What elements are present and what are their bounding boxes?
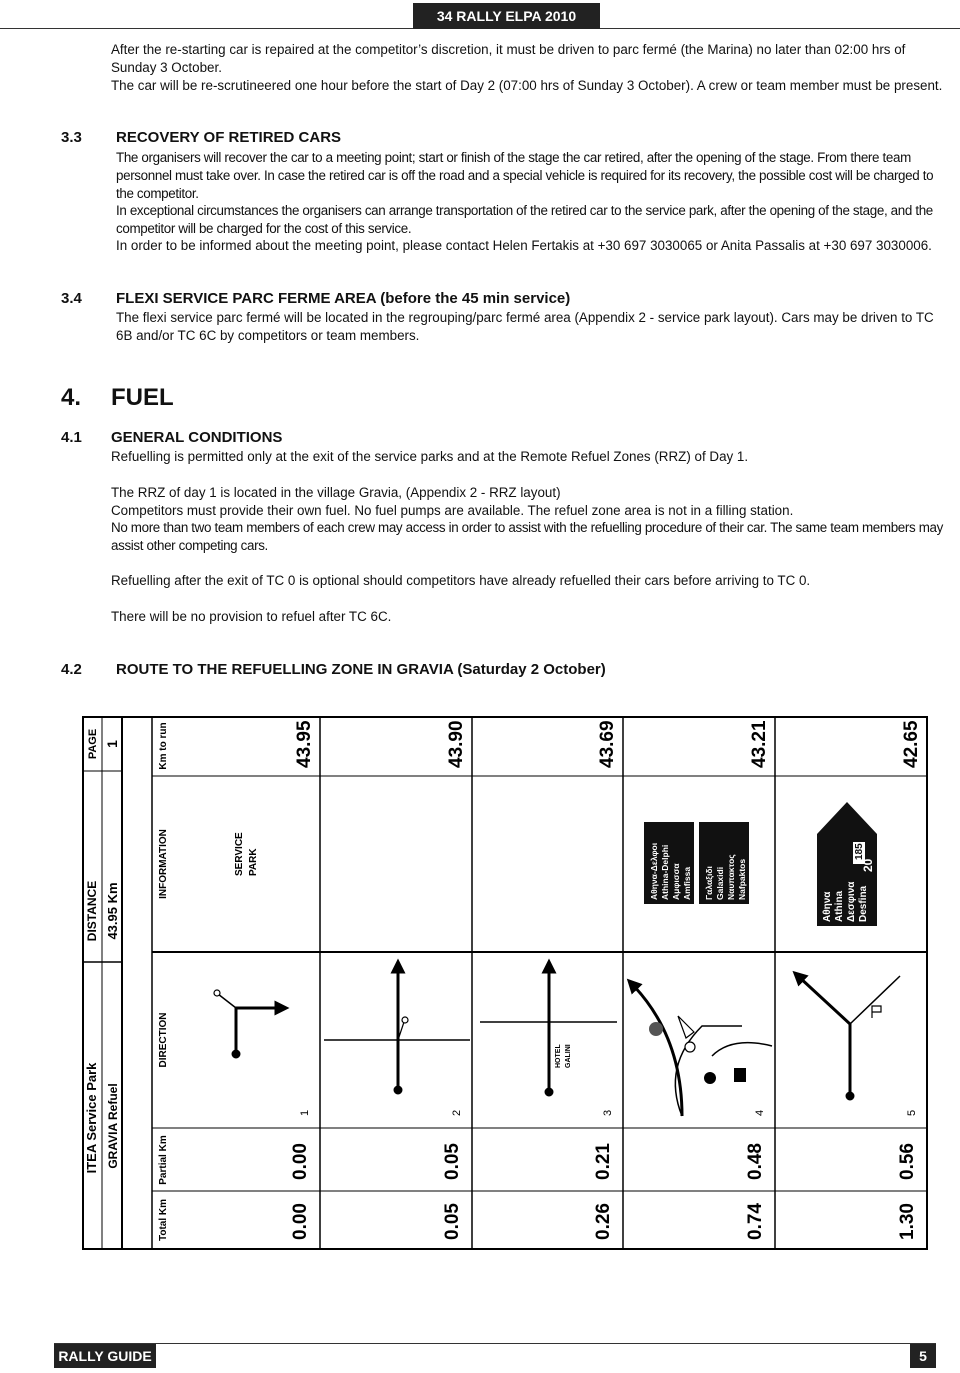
tulip-5 bbox=[798, 976, 900, 1100]
total-km-header: Total Km bbox=[158, 1198, 169, 1242]
sign-road-number: 185 bbox=[854, 843, 865, 860]
section-3-3-paragraph-3: In order to be informed about the meeting point, please contact Helen Fertakis at +30 697 3030065 or Anita Passalis at +30 697 3030006. bbox=[116, 238, 932, 253]
km-to-run-value: 43.69 bbox=[597, 720, 618, 768]
total-km-value: 1.30 bbox=[897, 1203, 918, 1240]
sign-text: Athina bbox=[834, 890, 845, 922]
sign-text: Galaxidi bbox=[715, 866, 725, 900]
row-number: 3 bbox=[602, 1109, 614, 1116]
sign-text: Ναυπακτος bbox=[726, 854, 736, 900]
sign-text: Γαλαξιδι bbox=[704, 866, 714, 900]
distance-value: 43.95 Km bbox=[105, 882, 120, 940]
page-value: 1 bbox=[104, 740, 120, 748]
section-4-1-paragraph-2b: Competitors must provide their own fuel. No fuel pumps are available. The refuel zone area is not in a filling station. bbox=[111, 503, 794, 518]
route-to: GRAVIA Refuel bbox=[106, 1083, 120, 1169]
km-to-run-value: 42.65 bbox=[901, 720, 922, 768]
section-title: FLEXI SERVICE PARC FERME AREA (before the 45 min service) bbox=[116, 290, 571, 307]
tulip-4 bbox=[632, 984, 772, 1116]
section-number: 4.2 bbox=[61, 661, 82, 678]
intro-paragraph-1: After the re-starting car is repaired at the competitor’s discretion, it must be driven to parc fermé (the Marina) no later than 02:00 hrs of Sunday 3 October. bbox=[111, 42, 906, 75]
row-number: 1 bbox=[299, 1109, 311, 1116]
km-to-run-value: 43.95 bbox=[294, 720, 315, 768]
roadbook-table bbox=[82, 716, 928, 1250]
row-number: 4 bbox=[754, 1109, 766, 1116]
section-4-1-paragraph-4: There will be no provision to refuel after TC 6C. bbox=[111, 609, 392, 624]
partial-km-value: 0.48 bbox=[745, 1143, 766, 1180]
total-km-value: 0.26 bbox=[593, 1203, 614, 1240]
direction-header: DIRECTION bbox=[158, 1012, 169, 1068]
partial-km-header: Partial Km bbox=[158, 1135, 169, 1185]
partial-km-value: 0.21 bbox=[593, 1143, 614, 1180]
hotel-text-1: HOTEL bbox=[555, 1044, 562, 1068]
total-km-value: 0.00 bbox=[290, 1203, 311, 1240]
header-title: 34 RALLY ELPA 2010 bbox=[413, 3, 600, 29]
section-3-4-paragraph-1: The flexi service parc fermé will be located in the regrouping/parc fermé area (Appendix 2 - service park layout). Cars may be driven to TC 6B and/or TC 6C by competitors or team members. bbox=[116, 310, 934, 343]
section-4-1-paragraph-3: Refuelling after the exit of TC 0 is optional should competitors have already refuelled their cars before arriving to TC 0. bbox=[111, 573, 811, 588]
section-4-1-paragraph-2a: The RRZ of day 1 is located in the village Gravia, (Appendix 2 - RRZ layout) bbox=[111, 485, 561, 500]
sign-text: Desfina bbox=[858, 885, 869, 922]
km-to-run-value: 43.90 bbox=[446, 720, 467, 768]
partial-km-value: 0.05 bbox=[442, 1143, 463, 1180]
section-title: GENERAL CONDITIONS bbox=[111, 429, 283, 446]
roadbook-frame bbox=[83, 717, 927, 1249]
partial-km-value: 0.00 bbox=[290, 1143, 311, 1180]
section-3-3-paragraph-1: The organisers will recover the car to a meeting point; start or finish of the stage the car retired, after the opening of the stage. From there team personnel must take over. In case the retired car is off the road and a special vehicle is required for its recovery, the possible cost will be charged to the competitor. bbox=[116, 150, 934, 201]
sign-text: Athina-Delphi bbox=[660, 844, 670, 900]
service-park-text-2: PARK bbox=[248, 848, 259, 876]
sign-text: Δεσφινα bbox=[846, 881, 857, 922]
section-title: FUEL bbox=[111, 384, 174, 411]
section-4-1-paragraph-1: Refuelling is permitted only at the exit of the service parks and at the Remote Refuel Zones (RRZ) of Day 1. bbox=[111, 449, 749, 464]
sign-text: Nafpaktos bbox=[737, 858, 747, 900]
total-km-value: 0.74 bbox=[745, 1203, 766, 1240]
roadbook-rows bbox=[290, 720, 922, 1240]
section-title: ROUTE TO THE REFUELLING ZONE IN GRAVIA (Saturday 2 October) bbox=[116, 661, 606, 678]
sign-text: Αμφισσα bbox=[671, 863, 681, 900]
section-number: 4.1 bbox=[61, 429, 82, 446]
page-number: 5 bbox=[910, 1344, 936, 1368]
sign-text: Αθηνα bbox=[822, 891, 833, 922]
km-to-run-value: 43.21 bbox=[749, 720, 770, 768]
intro-paragraph-2: The car will be re-scrutineered one hour before the start of Day 2 (07:00 hrs of Sunday 3 October). A crew or team member must be present. bbox=[111, 78, 943, 93]
footer-rule bbox=[54, 1343, 936, 1344]
road-sign-1 bbox=[644, 822, 749, 904]
section-title: RECOVERY OF RETIRED CARS bbox=[116, 129, 342, 146]
section-number: 3.4 bbox=[61, 290, 82, 307]
hotel-text-2: GALINI bbox=[565, 1044, 572, 1068]
row-number: 2 bbox=[451, 1109, 463, 1116]
row-number: 5 bbox=[906, 1109, 918, 1116]
page-label: PAGE bbox=[87, 728, 99, 760]
route-from: ITEA Service Park bbox=[84, 1062, 99, 1174]
information-header: INFORMATION bbox=[158, 829, 169, 899]
tulip-2 bbox=[324, 966, 470, 1094]
tulip-1 bbox=[214, 990, 282, 1058]
footer-guide-label: RALLY GUIDE bbox=[54, 1344, 156, 1368]
section-4-1-paragraph-2c: No more than two team members of each crew may access in order to assist with the refuelling procedure of their car. The same team members may assist other competing cars. bbox=[111, 520, 943, 553]
service-park-text-1: SERVICE bbox=[234, 832, 245, 876]
total-km-value: 0.05 bbox=[442, 1203, 463, 1240]
sign-text: Amfissa bbox=[682, 866, 692, 900]
sign-text: Αθηνα-Δελφοι bbox=[649, 842, 659, 900]
partial-km-value: 0.56 bbox=[897, 1143, 918, 1180]
section-number: 3.3 bbox=[61, 129, 82, 146]
tulip-3 bbox=[480, 966, 617, 1096]
section-3-3-paragraph-2: In exceptional circumstances the organisers can arrange transportation of the retired car to the service park, after the opening of the stage, and the competitor will be charged for the cost of this service. bbox=[116, 203, 933, 236]
distance-label: DISTANCE bbox=[85, 880, 99, 942]
road-sign-2 bbox=[817, 802, 877, 926]
km-to-run-header: Km to run bbox=[158, 722, 169, 770]
section-number: 4. bbox=[61, 384, 82, 411]
sign-distance: 20 bbox=[861, 858, 875, 872]
